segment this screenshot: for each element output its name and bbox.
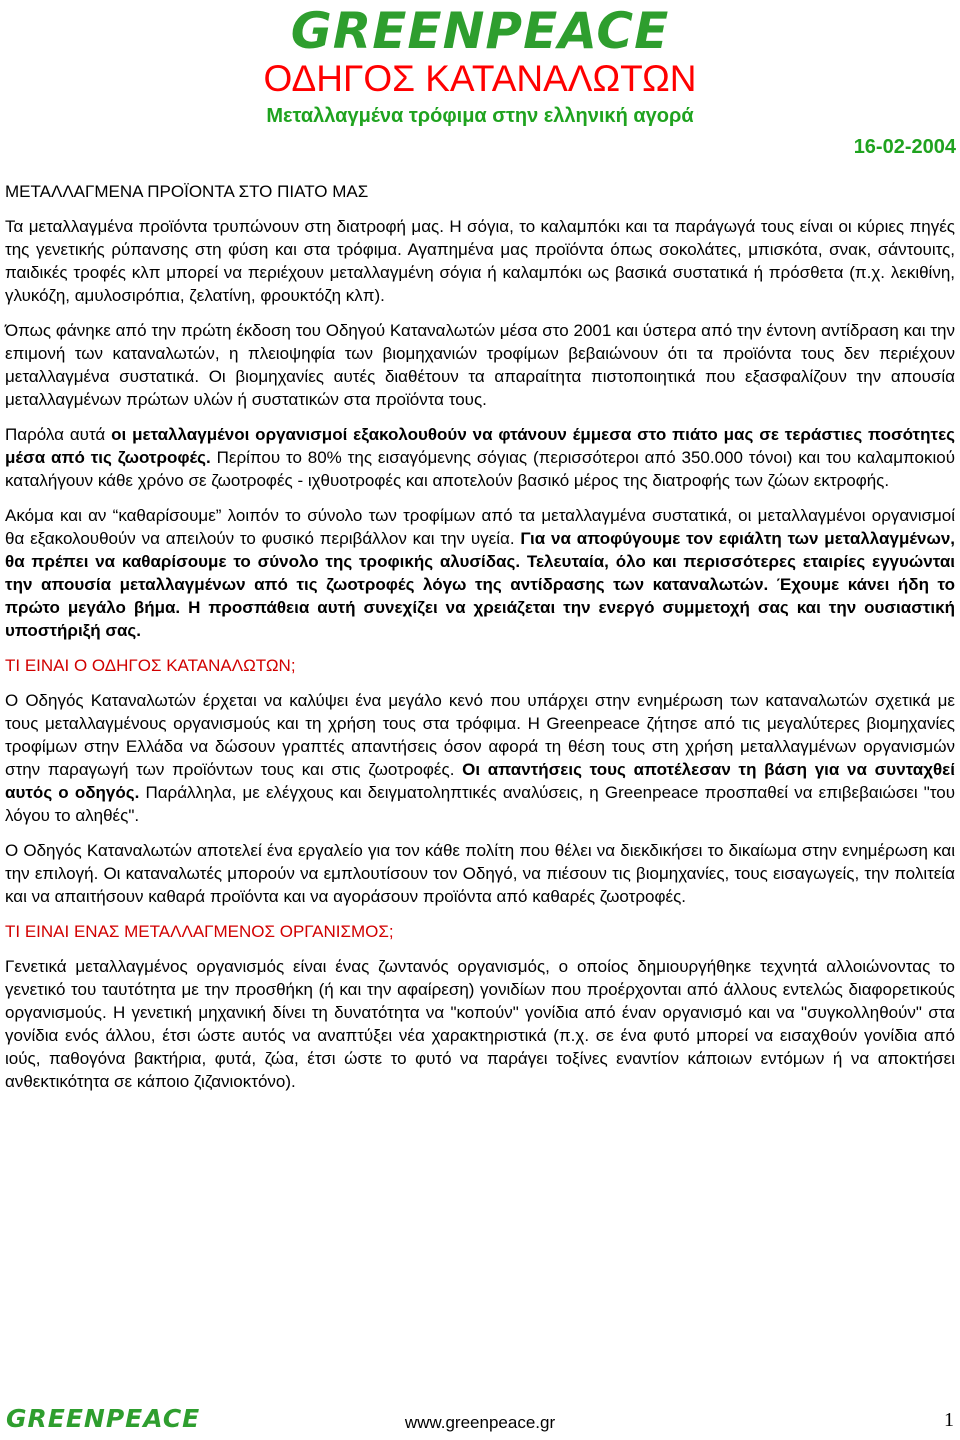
page-number: 1 (944, 1409, 954, 1431)
text-run: Παράλληλα, με ελέγχους και δειγματοληπτικές αναλύσεις, η Greenpeace προσπαθεί να επιβεβαιώσει "του λόγου το αληθές". (5, 783, 956, 825)
page-subtitle: Μεταλλαγμένα τρόφιμα στην ελληνική αγορά (266, 105, 694, 127)
text-run: Παρόλα αυτά (5, 425, 112, 444)
paragraph-food-chain (5, 504, 955, 642)
footer-logo-text: GREENPEACE (6, 1404, 201, 1433)
paragraph-guide-tool: Ο Οδηγός Καταναλωτών αποτελεί ένα εργαλείο για τον κάθε πολίτη που θέλει να διεκδικήσει το δικαίωμα στην ενημέρωση και την επιλογή. Οι καταναλωτές μπορούν να εμπλουτίσουν τον Οδηγό, να πιέσουν τις βιομηχανίες, τους εισαγωγείς, την πολιτεία και να απαιτήσουν καθαρά προϊόντα και να αγοράσουν προϊόντα από καθαρές ζωοτροφές. (5, 841, 955, 906)
bold-text-run: οι μεταλλαγμένοι οργανισμοί εξακολουθούν να φτάνουν έμμεσα στο πιάτο μας σε τεράστιες ποσότητες μέσα από τις ζωοτροφές. (5, 425, 955, 467)
section-heading-gm-products: ΜΕΤΑΛΛΑΓΜΕΝΑ ΠΡΟΪΟΝΤΑ ΣΤΟ ΠΙΑΤΟ ΜΑΣ (5, 182, 369, 201)
text-run: Ακόμα και αν “καθαρίσουμε” λοιπόν το σύνολο των τροφίμων από τα μεταλλαγμένα συστατικά, οι μεταλλαγμένοι οργανισμοί θα εξακολουθούν να απειλούν το φυσικό περιβάλλον και την υγεία. (5, 506, 955, 548)
footer-url[interactable]: www.greenpeace.gr (404, 1413, 556, 1432)
bold-text-run: Για να αποφύγουμε τον εφιάλτη των μεταλλαγμένων, θα πρέπει να καθαρίσουμε το σύνολο της τροφικής αλυσίδας. Τελευταία, όλο και περισσότερες εταιρίες εγγυώνται την απουσία μεταλλαγμένων από τις ζωοτροφές λόγω της αντίδρασης των καταναλωτών. Έχουμε κάνει ήδη το πρώτο μεγάλο βήμα. Η προσπάθεια αυτή συνεχίζει να χρειάζεται την ενεργό συμμετοχή σας και την ουσιαστική υποστήριξή σας. (5, 529, 956, 640)
section-heading-what-is-gmo: ΤΙ ΕΙΝΑΙ ΕΝΑΣ ΜΕΤΑΛΛΑΓΜΕΝΟΣ ΟΡΓΑΝΙΣΜΟΣ; (5, 922, 394, 941)
section-heading-what-is-guide: ΤΙ ΕΙΝΑΙ Ο ΟΔΗΓΟΣ ΚΑΤΑΝΑΛΩΤΩΝ; (5, 656, 296, 675)
paragraph-guide-purpose (5, 689, 955, 827)
document-body (5, 180, 955, 1105)
paragraph-animal-feed (5, 423, 955, 492)
bold-text-run: Οι απαντήσεις τους αποτέλεσαν τη βάση για να συνταχθεί αυτός ο οδηγός. (5, 760, 955, 802)
paragraph-gmo-definition: Γενετικά μεταλλαγμένος οργανισμός είναι ένας ζωντανός οργανισμός, ο οποίος δημιουργήθηκε τεχνητά αλλοιώνοντας το γενετικό του ταυτότητα με την προσθήκη (ή και την αφαίρεση) γονιδίων που προέρχονται από άλλους εντελώς διαφορετικούς οργανισμούς. Η γενετική μηχανική δίνει τη δυνατότητα να "κοπούν" γονίδια από έναν οργανισμό και να "συγκολληθούν" στα γονίδια ενός άλλου, έτσι ώστε αυτός να αναπτύξει νέα χαρακτηριστικά (π.χ. σε ένα φυτό μπορεί να εισαχθούν γονίδια από ιούς, παθογόνα βακτήρια, φυτά, ζώα, έτσι ώστε το φυτό να παράγει τοξίνες εναντίον κάποιων εντόμων ή να αποκτήσει ανθεκτικότητα σε κάποιο ζιζανιοκτόνο). (5, 957, 955, 1091)
greenpeace-logo-top (0, 4, 960, 58)
document-date: 16-02-2004 (853, 136, 956, 158)
text-run: Περίπου το 80% της εισαγόμενης σόγιας (περισσότεροι από 350.000 τόνοι) και του καλαμποκιού καταλήγουν κάθε χρόνο σε ζωοτροφές - ιχθυοτροφές και αποτελούν βασικό μέρος της διατροφής των ζώων εκτροφής. (5, 448, 955, 490)
page-title: ΟΔΗΓΟΣ ΚΑΤΑΝΑΛΩΤΩΝ (263, 58, 697, 99)
logo-text: GREENPEACE (290, 2, 670, 60)
paragraph-intro: Τα μεταλλαγμένα προϊόντα τρυπώνουν στη διατροφή μας. Η σόγια, το καλαμπόκι και τα παράγωγά τους είναι οι κύριες πηγές της γενετικής ρύπανσης στη φύση και στα τρόφιμα. Αγαπημένα μας προϊόντα όπως σοκολάτες, μπισκότα, σνακ, σάντουιτς, παιδικές τροφές κλπ μπορεί να περιέχουν μεταλλαγμένη σόγια ή καλαμπόκι ως βασικά συστατικά ή πρόσθετα (π.χ. λεκιθίνη, γλυκόζη, αμυλοσιρόπια, ζελατίνη, φρουκτόζη κλπ). (5, 217, 955, 305)
paragraph-consumer-guide-history: Όπως φάνηκε από την πρώτη έκδοση του Οδηγού Καταναλωτών μέσα στο 2001 και ύστερα από την έντονη αντίδραση και την επιμονή των καταναλωτών, η πλειοψηφία των βιομηχανιών τροφίμων βεβαιώνουν ότι τα προϊόντα τους δεν περιέχουν μεταλλαγμένα συστατικά. Οι βιομηχανίες αυτές διαθέτουν τα απαραίτητα πιστοποιητικά που εξασφαλίζουν την απουσία μεταλλαγμένων πρώτων υλών ή συστατικών στα προϊόντα τους. (5, 321, 955, 409)
text-run: Ο Οδηγός Καταναλωτών έρχεται να καλύψει ένα μεγάλο κενό που υπάρχει στην ενημέρωση των καταναλωτών σχετικά με τους μεταλλαγμένους οργανισμούς και τη χρήση τους στα τρόφιμα. Η Greenpeace ζήτησε από τις μεγαλύτερες βιομηχανίες τροφίμων στην Ελλάδα να δώσουν γραπτές απαντήσεις όσον αφορά τη θέση τους στη χρήση μεταλλαγμένων οργανισμών στην παραγωγή των προϊόντων τους και στις ζωοτροφές. (5, 691, 955, 779)
